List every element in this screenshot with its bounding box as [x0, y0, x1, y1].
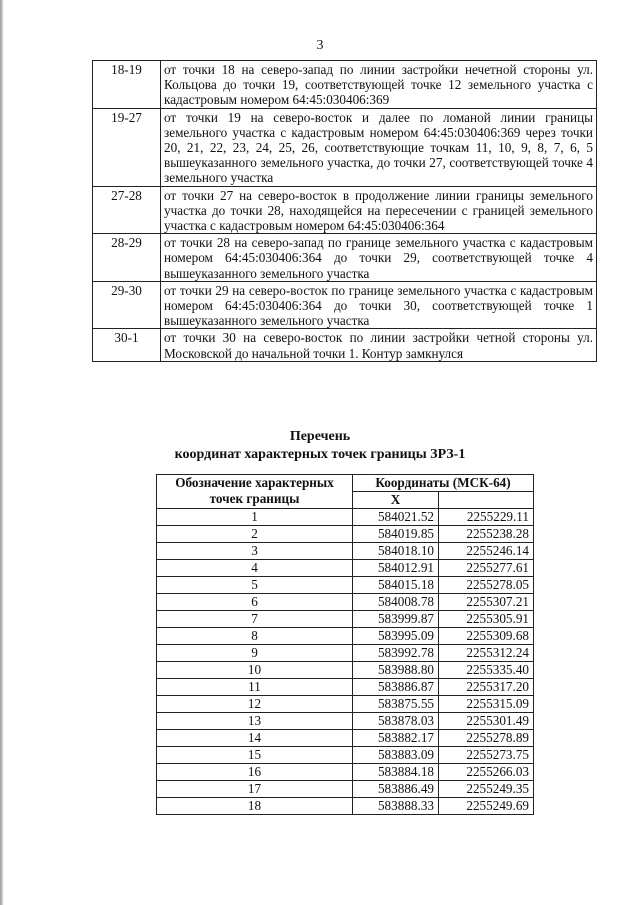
- coords-row: [157, 594, 534, 611]
- point-number: 4: [157, 560, 353, 577]
- coord-x: 583999.87: [353, 611, 439, 628]
- coord-x: 584019.85: [353, 526, 439, 543]
- page-number: 3: [316, 38, 324, 53]
- coord-x: 583884.18: [353, 764, 439, 781]
- point-number: 14: [157, 730, 353, 747]
- coord-x: 583883.09: [353, 747, 439, 764]
- segment-description: от точки 27 на северо-восток в продолжение линии границы земельного участка до точки 28, находящейся на пересечении с границей земельного участка с кадастровым номером 64:45:030406:364: [161, 186, 597, 234]
- point-number: 11: [157, 679, 353, 696]
- coord-x: 584012.91: [353, 560, 439, 577]
- coord-y: 2255301.49: [439, 713, 534, 730]
- coords-row: [157, 560, 534, 577]
- coord-x: 583888.33: [353, 798, 439, 815]
- coord-x: 583878.03: [353, 713, 439, 730]
- segment-id: 18-19: [93, 61, 161, 109]
- coords-row: [157, 781, 534, 798]
- point-number: 3: [157, 543, 353, 560]
- segment-id: 27-28: [93, 186, 161, 234]
- coordinates-heading: [0, 428, 640, 464]
- segment-description: от точки 18 на северо-запад по линии застройки нечетной стороны ул. Кольцова до точки 19, соответствующей точке 12 земельного участка с кадастровым номером 64:45:030406:369: [161, 61, 597, 109]
- coord-x: 583992.78: [353, 645, 439, 662]
- coord-y: 2255249.69: [439, 798, 534, 815]
- header-y: [439, 492, 534, 509]
- segment-description: от точки 28 на северо-запад по границе земельного участка с кадастровым номером 64:45:030406:364 до точки 29, соответствующей точке 4 вышеуказанного земельного участка: [161, 234, 597, 282]
- point-number: 7: [157, 611, 353, 628]
- coords-row: [157, 713, 534, 730]
- coords-row: [157, 509, 534, 526]
- segment-id: 28-29: [93, 234, 161, 282]
- point-number: 12: [157, 696, 353, 713]
- coord-y: 2255238.28: [439, 526, 534, 543]
- coord-y: 2255246.14: [439, 543, 534, 560]
- coord-y: 2255266.03: [439, 764, 534, 781]
- coord-x: 583886.87: [353, 679, 439, 696]
- coord-x: 583886.49: [353, 781, 439, 798]
- coords-row: [157, 696, 534, 713]
- boundary-description-table: [92, 60, 597, 362]
- coord-x: 584015.18: [353, 577, 439, 594]
- coords-row: [157, 730, 534, 747]
- coord-y: 2255249.35: [439, 781, 534, 798]
- heading-title: Перечень: [289, 429, 351, 444]
- point-number: 9: [157, 645, 353, 662]
- header-point: Обозначение характерных точек границы: [157, 475, 353, 509]
- point-number: 6: [157, 594, 353, 611]
- coord-y: 2255305.91: [439, 611, 534, 628]
- segment-description: от точки 29 на северо-восток по границе земельного участка с кадастровым номером 64:45:030406:364 до точки 30, соответствующей точке 1 вышеуказанного земельного участка: [161, 281, 597, 329]
- segment-id: 29-30: [93, 281, 161, 329]
- point-number: 16: [157, 764, 353, 781]
- coord-y: 2255277.61: [439, 560, 534, 577]
- coord-y: 2255335.40: [439, 662, 534, 679]
- point-number: 5: [157, 577, 353, 594]
- segment-row: [93, 281, 597, 329]
- point-number: 10: [157, 662, 353, 679]
- segment-row: [93, 186, 597, 234]
- segment-row: [93, 61, 597, 109]
- segment-description: от точки 30 на северо-восток по линии застройки четной стороны ул. Московской до начальной точки 1. Контур замкнулся: [161, 329, 597, 361]
- segment-row: [93, 108, 597, 186]
- point-number: 18: [157, 798, 353, 815]
- coord-y: 2255317.20: [439, 679, 534, 696]
- segment-description: от точки 19 на северо-восток и далее по ломаной линии границы земельного участка с кадастровым номером 64:45:030406:369 через точки 20, 21, 22, 23, 24, 25, 26, соответствующие точкам 11, 10, 9, 8, 7, 6, 5 вышеуказанного земельного участка, до точки 27, соответствующей точке 4 земельного участка: [161, 108, 597, 186]
- coordinates-table: [156, 474, 534, 815]
- coord-x: 583995.09: [353, 628, 439, 645]
- coords-row: [157, 577, 534, 594]
- coords-row: [157, 662, 534, 679]
- coord-y: 2255278.05: [439, 577, 534, 594]
- coords-row: [157, 628, 534, 645]
- coords-row: [157, 764, 534, 781]
- coord-x: 584018.10: [353, 543, 439, 560]
- coord-y: 2255307.21: [439, 594, 534, 611]
- point-number: 1: [157, 509, 353, 526]
- segment-id: 30-1: [93, 329, 161, 361]
- coord-y: 2255273.75: [439, 747, 534, 764]
- header-coords: Координаты (МСК-64): [353, 475, 534, 492]
- coords-row: [157, 543, 534, 560]
- coord-y: 2255229.11: [439, 509, 534, 526]
- segment-row: [93, 234, 597, 282]
- coords-row: [157, 611, 534, 628]
- coord-x: 583875.55: [353, 696, 439, 713]
- coords-row: [157, 526, 534, 543]
- coord-y: 2255309.68: [439, 628, 534, 645]
- coord-y: 2255278.89: [439, 730, 534, 747]
- coord-y: 2255312.24: [439, 645, 534, 662]
- header-x: X: [353, 492, 439, 509]
- point-number: 15: [157, 747, 353, 764]
- coords-row: [157, 747, 534, 764]
- coords-header-row: [157, 475, 534, 492]
- point-number: 8: [157, 628, 353, 645]
- segment-id: 19-27: [93, 108, 161, 186]
- heading-subtitle: координат характерных точек границы ЗРЗ-1: [174, 447, 466, 462]
- coords-row: [157, 645, 534, 662]
- coord-x: 583882.17: [353, 730, 439, 747]
- point-number: 17: [157, 781, 353, 798]
- coord-y: 2255315.09: [439, 696, 534, 713]
- coord-x: 583988.80: [353, 662, 439, 679]
- segment-row: [93, 329, 597, 361]
- point-number: 2: [157, 526, 353, 543]
- point-number: 13: [157, 713, 353, 730]
- coords-row: [157, 798, 534, 815]
- coord-x: 584021.52: [353, 509, 439, 526]
- coord-x: 584008.78: [353, 594, 439, 611]
- coords-row: [157, 679, 534, 696]
